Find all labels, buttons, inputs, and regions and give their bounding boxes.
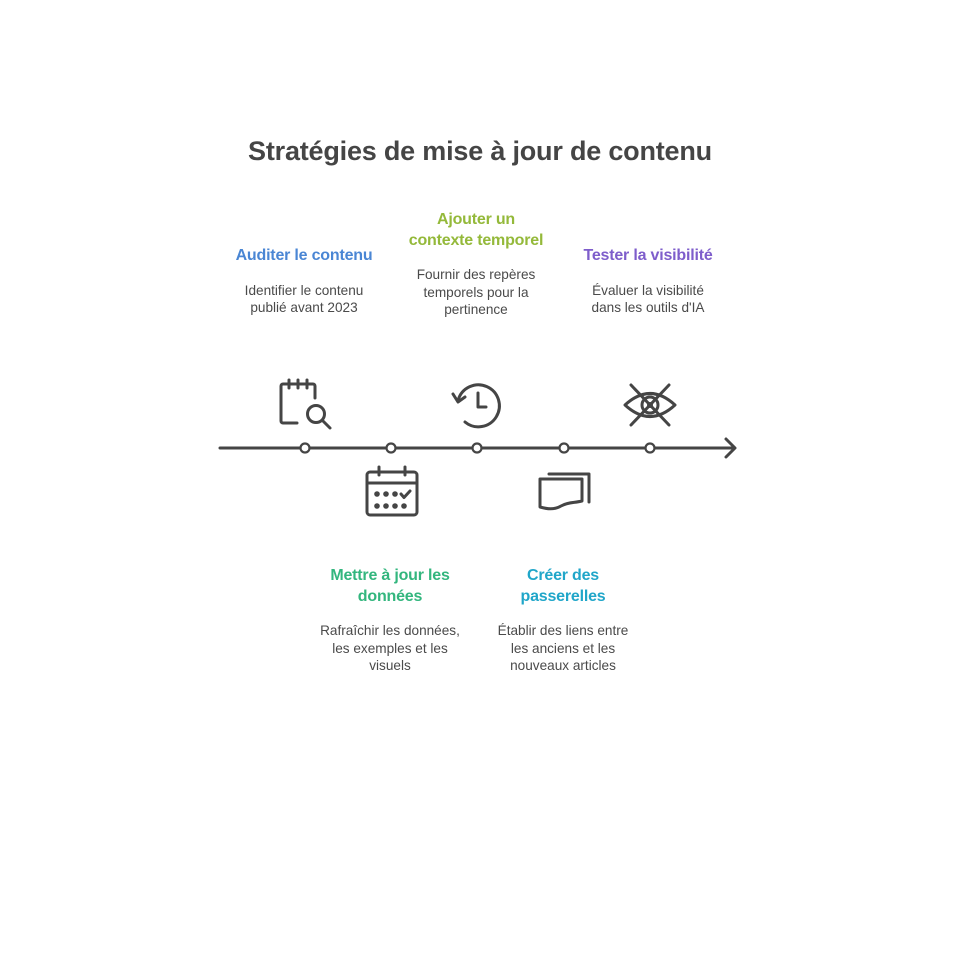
step-heading: Auditer le contenu bbox=[235, 247, 373, 264]
history-clock-icon bbox=[448, 376, 508, 436]
step-description: Identifier le contenu publié avant 2023 bbox=[244, 282, 364, 315]
step-visibility bbox=[578, 246, 718, 317]
step-heading: Tester la visibilité bbox=[583, 247, 713, 264]
timeline-marker-4 bbox=[560, 444, 569, 453]
timeline-marker-3 bbox=[473, 444, 482, 453]
stacked-documents-icon bbox=[534, 464, 594, 524]
timeline-marker-5 bbox=[646, 444, 655, 453]
timeline-marker-2 bbox=[387, 444, 396, 453]
calendar-check-icon bbox=[362, 464, 422, 524]
step-heading: Créer des passerelles bbox=[520, 567, 606, 605]
step-update-data bbox=[320, 566, 460, 675]
step-description: Rafraîchir les données, les exemples et les visuels bbox=[320, 623, 460, 673]
step-description: Évaluer la visibilité dans les outils d'IA bbox=[591, 282, 705, 315]
step-bridges bbox=[493, 566, 633, 675]
calendar-search-icon bbox=[276, 376, 336, 436]
step-description: Établir des liens entre les anciens et les nouveaux articles bbox=[497, 623, 629, 673]
step-description: Fournir des repères temporels pour la pertinence bbox=[416, 267, 536, 317]
step-audit bbox=[234, 246, 374, 317]
eye-crossed-icon bbox=[620, 376, 680, 436]
step-heading: Mettre à jour les données bbox=[330, 567, 450, 605]
page-title: Stratégies de mise à jour de contenu bbox=[248, 136, 712, 166]
step-temporal-context bbox=[406, 210, 546, 319]
step-heading: Ajouter un contexte temporel bbox=[408, 211, 544, 249]
timeline-marker-1 bbox=[301, 444, 310, 453]
